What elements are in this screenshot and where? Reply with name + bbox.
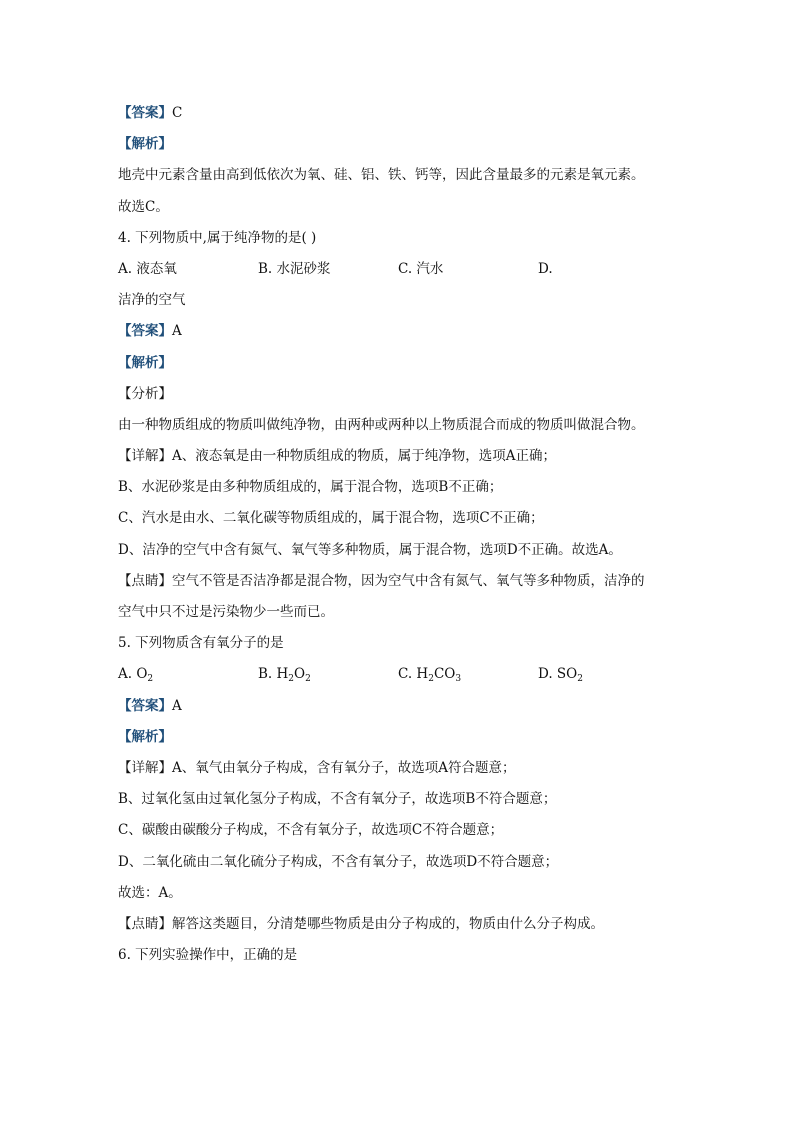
q4-dianjing-line-2: 空气中只不过是污染物少一些而已。 [118, 604, 334, 620]
q5-answer-line [118, 691, 678, 722]
q4-option-a: A. 液态氧 [118, 260, 177, 277]
q4-dianjing-line-1 [118, 566, 678, 597]
dianjing-text: 解答这类题目，分清楚哪些物质是由分子构成的，物质由什么分子构成。 [172, 915, 604, 932]
q4-analysis-heading [118, 348, 678, 379]
q5-option-a: A. $O_2$ [118, 666, 154, 685]
q3-conclusion: 故选C。 [118, 198, 169, 215]
q3-analysis-text: 地壳中元素含量由高到低依次为氧、硅、铝、铁、钙等，因此含量最多的元素是氧元素。 [118, 167, 645, 184]
q5-analysis-heading [118, 722, 678, 753]
q5-detail-line-3: C、碳酸由碳酸分子构成，不含有氧分子，故选项C不符合题意； [118, 822, 504, 839]
q6-stem: 6. 下列实验操作中，正确的是 [118, 947, 298, 964]
detail-tag: 【详解】 [118, 759, 172, 776]
q5-option-d: D. $SO_2$ [538, 666, 583, 685]
q4-fenxi-text: 由一种物质组成的物质叫做纯净物，由两种或两种以上物质混合而成的物质叫做混合物。 [118, 416, 645, 433]
q4-answer-line [118, 316, 678, 347]
q5-conclusion: 故选：A。 [118, 884, 182, 901]
dianjing-tag: 【点睛】 [118, 915, 172, 932]
q4-detail-line-1 [118, 441, 678, 472]
document-page [118, 98, 678, 971]
q5-option-c: C. $H_2CO_3$ [398, 666, 462, 685]
analysis-tag: 【解析】 [118, 728, 172, 745]
answer-value: A [172, 323, 182, 340]
fenxi-tag: 【分析】 [118, 385, 172, 402]
q4-detail-line-2: B、水泥砂浆是由多种物质组成的，属于混合物，选项B不正确； [118, 479, 503, 496]
answer-value: C [172, 105, 183, 121]
answer-tag: 【答案】 [118, 323, 172, 340]
detail-tag: 【详解】 [118, 448, 172, 465]
answer-value: A [172, 697, 182, 714]
dianjing-tag: 【点睛】 [118, 572, 172, 589]
q5-detail-line-1 [118, 753, 678, 784]
q4-stem: 4. 下列物质中,属于纯净物的是( ) [118, 229, 317, 246]
q4-fenxi-heading [118, 379, 678, 410]
q5-option-b: B. $H_2O_2$ [258, 666, 311, 685]
q4-option-d-text: 洁净的空气 [118, 292, 186, 309]
analysis-tag: 【解析】 [118, 354, 172, 371]
q4-option-d: D. [538, 260, 553, 277]
q5-detail-line-4: D、二氧化硫由二氧化硫分子构成，不含有氧分子，故选项D不符合题意； [118, 853, 559, 870]
q4-options [118, 254, 678, 285]
detail-text: A、氧气由氧分子构成，含有氧分子，故选项A符合题意； [172, 759, 516, 776]
q4-detail-line-4: D、洁净的空气中含有氮气、氧气等多种物质，属于混合物，选项D不正确。故选A。 [118, 541, 622, 558]
q5-dianjing-line [118, 909, 678, 940]
analysis-tag: 【解析】 [118, 136, 172, 153]
q5-detail-line-2: B、过氧化氢由过氧化氢分子构成，不含有氧分子，故选项B不符合题意； [118, 791, 557, 808]
q5-stem: 5. 下列物质含有氧分子的是 [118, 635, 284, 652]
answer-tag: 【答案】 [118, 105, 172, 121]
detail-text: A、液态氧是由一种物质组成的物质，属于纯净物，选项A正确； [172, 448, 556, 465]
q4-option-c: C. 汽水 [398, 260, 444, 277]
q3-answer-line [118, 98, 678, 129]
q3-analysis-heading [118, 129, 678, 160]
dianjing-text: 空气不管是否洁净都是混合物，因为空气中含有氮气、氧气等多种物质，洁净的 [172, 572, 645, 589]
q4-option-b: B. 水泥砂浆 [258, 260, 331, 277]
answer-tag: 【答案】 [118, 697, 172, 714]
q4-detail-line-3: C、汽水是由水、二氧化碳等物质组成的，属于混合物，选项C不正确； [118, 510, 544, 527]
q5-options [118, 659, 678, 690]
